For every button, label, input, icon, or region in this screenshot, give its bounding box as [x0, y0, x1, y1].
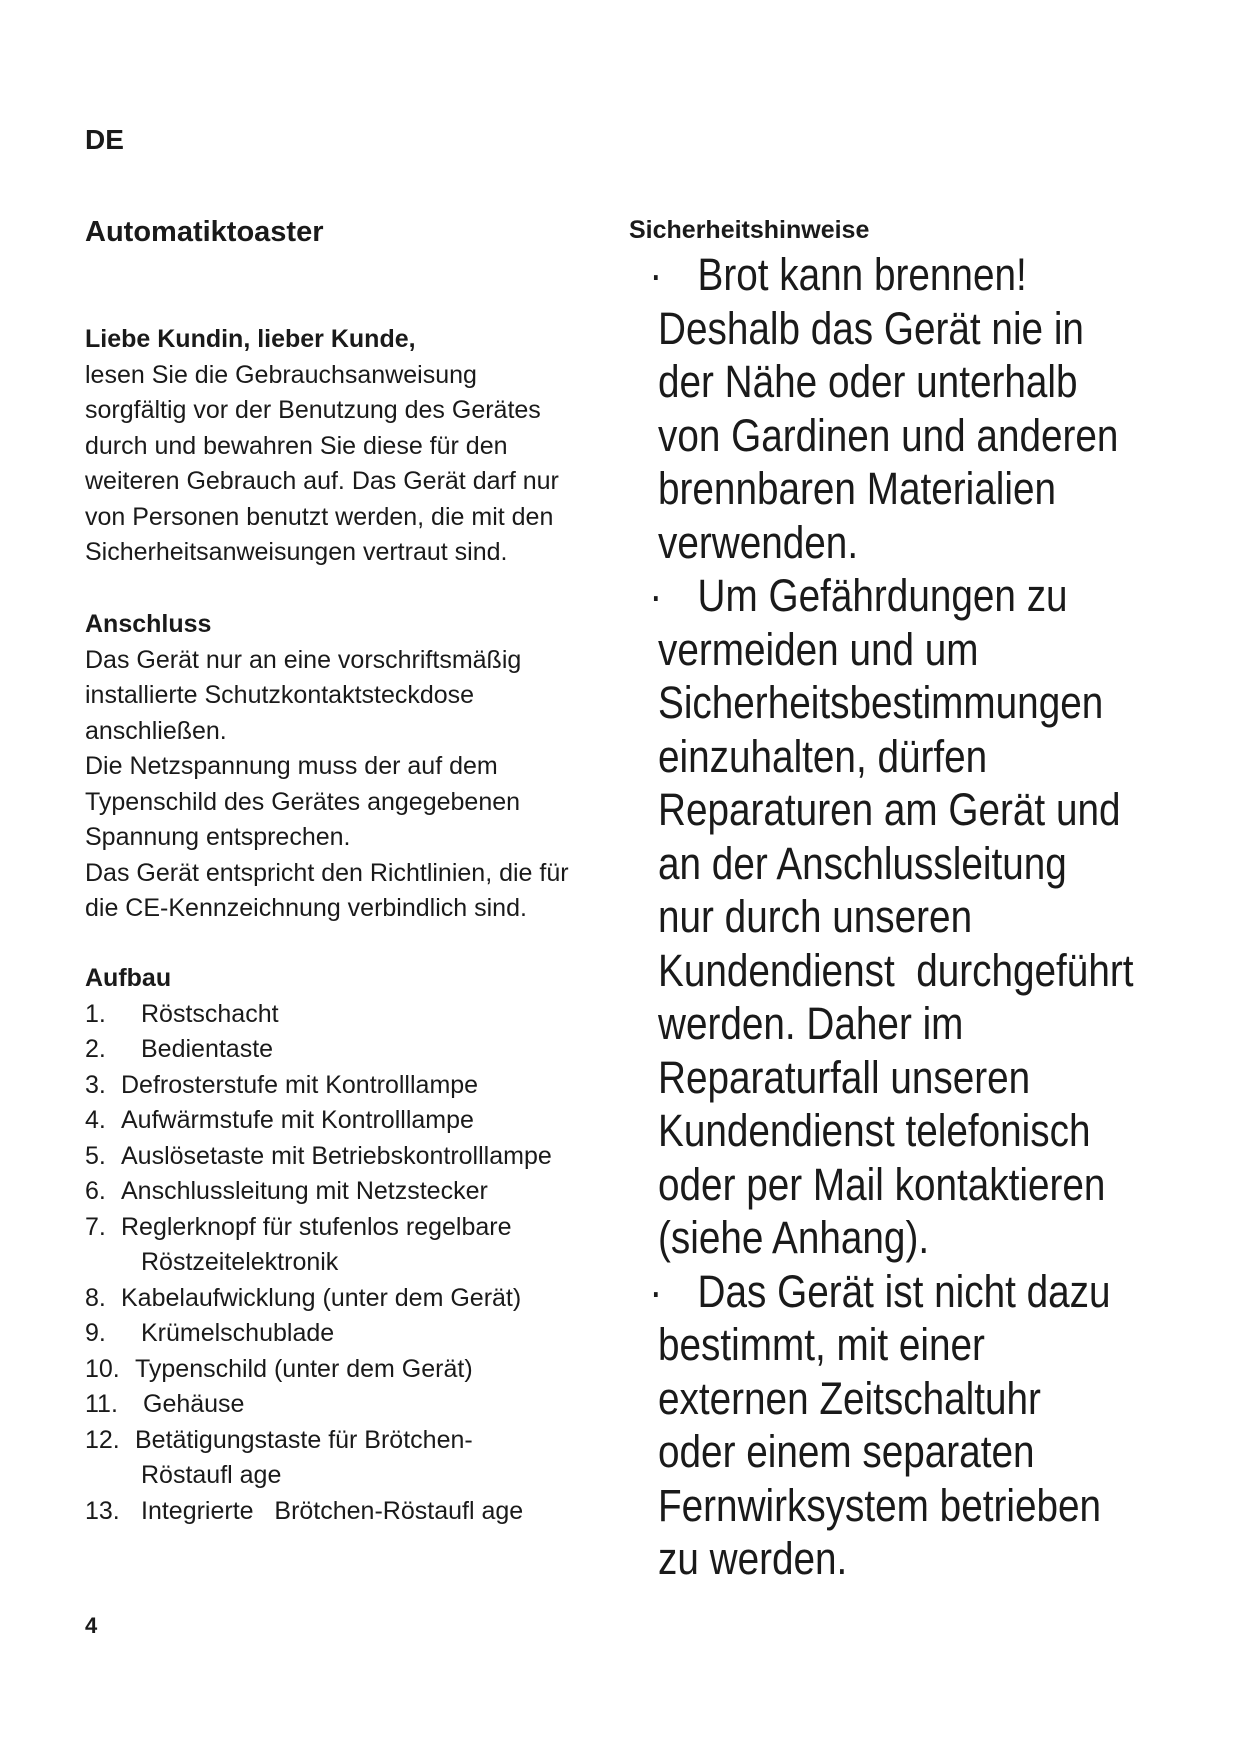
safety-item-first-line: Das Gerät ist nicht dazu: [697, 1265, 1111, 1317]
list-item: [85, 997, 605, 1033]
safety-item: [649, 569, 1208, 1265]
greeting-line: weiteren Gebrauch auf. Das Gerät darf nur: [85, 467, 559, 495]
greeting-line: Sicherheitsanweisungen vertraut sind.: [85, 538, 508, 566]
list-item-continuation: Röstzeitelektronik: [141, 1248, 339, 1276]
list-item: [85, 1316, 605, 1352]
safety-line: Fernwirksystem betrieben: [658, 1479, 1102, 1531]
anschluss-line: die CE-Kennzeichnung verbindlich sind.: [85, 894, 527, 922]
anschluss-line: Das Gerät entspricht den Richtlinien, die für: [85, 858, 569, 887]
safety-line: Reparaturen am Gerät und: [658, 784, 1121, 835]
bullet-icon: ·: [649, 1265, 663, 1317]
list-item: [85, 1352, 605, 1388]
safety-line: von Gardinen und anderen: [658, 409, 1119, 461]
safety-line: brennbaren Materialien: [658, 463, 1057, 514]
aufbau-section: [85, 961, 605, 1529]
list-item: [85, 1387, 605, 1423]
list-item: [85, 1281, 605, 1317]
list-item-text: Bedientaste: [141, 1035, 274, 1063]
anschluss-section: [85, 607, 605, 927]
parts-list: [85, 997, 605, 1530]
list-item: [85, 1494, 605, 1530]
list-item-number: 5.: [85, 1141, 106, 1170]
list-item: [85, 1103, 605, 1139]
anschluss-line: anschließen.: [85, 716, 227, 745]
anschluss-line: Das Gerät nur an eine vorschriftsmäßig: [85, 645, 522, 674]
safety-item: [649, 248, 1208, 569]
list-item-text: Auslösetaste mit Betriebskontrolllampe: [121, 1141, 552, 1170]
safety-line: Kundendienst telefonisch: [658, 1105, 1091, 1156]
list-item-text: Typenschild (unter dem Gerät): [135, 1354, 473, 1383]
greeting-heading: Liebe Kundin, lieber Kunde,: [85, 325, 416, 353]
safety-line: Kundendienst durchgeführt: [658, 944, 1134, 996]
list-item-text: Krümelschublade: [141, 1319, 335, 1347]
aufbau-heading: Aufbau: [85, 964, 172, 992]
list-item: [85, 1068, 605, 1104]
language-code: DE: [85, 124, 124, 155]
safety-heading: Sicherheitshinweise: [629, 216, 870, 244]
page-number: 4: [85, 1613, 98, 1638]
bullet-icon: ·: [649, 570, 663, 621]
list-item-number: 1.: [85, 999, 106, 1028]
list-item: [85, 1032, 605, 1068]
greeting-line: sorgfältig vor der Benutzung des Gerätes: [85, 396, 541, 424]
anschluss-line: Spannung entsprechen.: [85, 823, 351, 851]
safety-item-first-line: Brot kann brennen!: [697, 249, 1027, 300]
anschluss-line: Die Netzspannung muss der auf dem: [85, 752, 498, 780]
list-item-text: Kabelaufwicklung (unter dem Gerät): [121, 1283, 522, 1312]
greeting-section: [85, 322, 605, 571]
anschluss-heading: Anschluss: [85, 610, 212, 638]
list-item-number: 2.: [85, 1035, 106, 1063]
anschluss-line: installierte Schutzkontaktsteckdose: [85, 681, 475, 709]
list-item-number: 4.: [85, 1106, 106, 1134]
document-title: Automatiktoaster: [85, 216, 324, 248]
safety-line: Deshalb das Gerät nie in: [658, 302, 1084, 354]
safety-line: Sicherheitsbestimmungen: [658, 677, 1104, 728]
list-item-number: 3.: [85, 1070, 106, 1099]
list-item-text-line: Reglerknopf für stufenlos regelbare: [121, 1212, 512, 1241]
list-item-text: Gehäuse: [143, 1390, 245, 1418]
bullet-icon: ·: [649, 249, 663, 300]
safety-line: bestimmt, mit einer: [658, 1319, 985, 1370]
safety-line: (siehe Anhang).: [658, 1212, 930, 1263]
list-item-number: 13.: [85, 1496, 120, 1525]
safety-line: einzuhalten, dürfen: [658, 730, 988, 782]
safety-line: oder per Mail kontaktieren: [658, 1158, 1106, 1210]
list-item-number: 9.: [85, 1319, 106, 1347]
anschluss-line: Typenschild des Gerätes angegebenen: [85, 787, 521, 816]
list-item-number: 7.: [85, 1212, 106, 1241]
greeting-line: von Personen benutzt werden, die mit den: [85, 502, 554, 531]
safety-line: nur durch unseren: [658, 891, 973, 942]
list-item-number: 12.: [85, 1425, 120, 1454]
safety-line: vermeiden und um: [658, 623, 979, 675]
list-item-text: Röstschacht: [141, 999, 279, 1028]
safety-line: zu werden.: [658, 1533, 848, 1584]
list-item: [85, 1210, 605, 1281]
safety-line: Reparaturfall unseren: [658, 1051, 1031, 1103]
list-item-number: 8.: [85, 1283, 106, 1312]
list-item-number: 10.: [85, 1354, 120, 1383]
safety-line: externen Zeitschaltuhr: [658, 1372, 1041, 1424]
list-item-continuation: Röstaufl age: [141, 1461, 282, 1489]
list-item-text: Defrosterstufe mit Kontrolllampe: [121, 1070, 479, 1099]
list-item-number: 6.: [85, 1177, 106, 1205]
safety-line: der Nähe oder unterhalb: [658, 356, 1078, 407]
list-item: [85, 1174, 605, 1210]
list-item-text: [135, 1423, 605, 1494]
safety-line: an der Anschlussleitung: [658, 837, 1067, 889]
safety-line: oder einem separaten: [658, 1426, 1035, 1477]
safety-item-first-line: Um Gefährdungen zu: [697, 570, 1068, 621]
safety-notes: [649, 248, 1208, 1586]
list-item-text: [121, 1210, 605, 1281]
list-item-text-line: Betätigungstaste für Brötchen-: [135, 1425, 473, 1454]
list-item: [85, 1139, 605, 1175]
list-item-text: Aufwärmstufe mit Kontrolllampe: [121, 1106, 474, 1134]
greeting-line: lesen Sie die Gebrauchsanweisung: [85, 360, 477, 389]
list-item: [85, 1423, 605, 1494]
greeting-line: durch und bewahren Sie diese für den: [85, 431, 508, 460]
list-item-number: 11.: [85, 1390, 118, 1418]
safety-item: [649, 1265, 1208, 1586]
safety-line: werden. Daher im: [658, 998, 964, 1049]
list-item-text: Anschlussleitung mit Netzstecker: [121, 1177, 488, 1205]
list-item-text: Integrierte Brötchen-Röstaufl age: [141, 1496, 524, 1525]
safety-line: verwenden.: [658, 516, 859, 568]
